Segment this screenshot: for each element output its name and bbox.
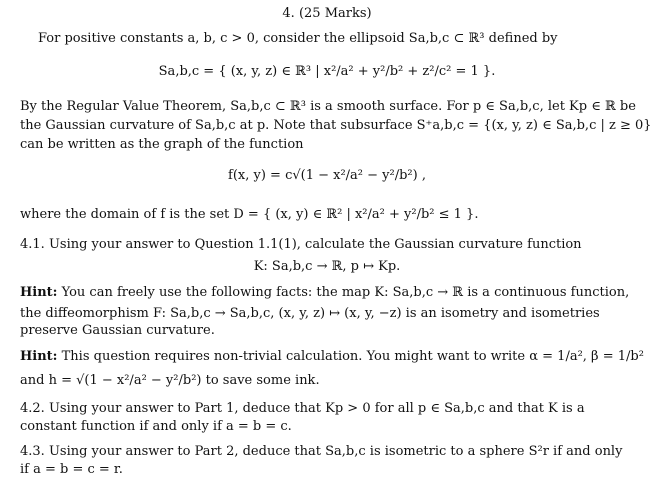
- hint-1-line-1: [20, 284, 629, 301]
- hint-2-label: Hint:: [20, 349, 58, 364]
- hint-1-line-3: preserve Gaussian curvature.: [20, 323, 215, 338]
- question-4-3-line-2: if a = b = c = r.: [20, 462, 123, 477]
- question-4-2-line-1: 4.2. Using your answer to Part 1, deduce that Kp > 0 for all p ∈ Sa,b,c and that K is a: [20, 401, 585, 416]
- hint-1-label: Hint:: [20, 285, 58, 300]
- hint-2-text: This question requires non-trivial calculation. You might want to write α = 1/a², β = 1/b²: [61, 349, 644, 364]
- problem-heading: 4. (25 Marks): [282, 6, 372, 21]
- question-4-2-line-2: constant function if and only if a = b = c.: [20, 419, 292, 434]
- intro-text: For positive constants a, b, c > 0, consider the ellipsoid Sa,b,c ⊂ ℝ³ defined by: [38, 31, 558, 46]
- question-4-1-line-1: 4.1. Using your answer to Question 1.1(1), calculate the Gaussian curvature function: [20, 237, 582, 252]
- hint-1-line-2: the diffeomorphism F: Sa,b,c → Sa,b,c, (x, y, z) ↦ (x, y, −z) is an isometry and isometries: [20, 306, 600, 321]
- paragraph-line-3: can be written as the graph of the function: [20, 137, 304, 152]
- domain-text: where the domain of f is the set D = { (x, y) ∈ ℝ² | x²/a² + y²/b² ≤ 1 }.: [20, 207, 479, 222]
- hint-2-line-1: [20, 348, 644, 365]
- hint-1-text: You can freely use the following facts: the map K: Sa,b,c → ℝ is a continuous function,: [61, 285, 630, 300]
- paragraph-line-1: By the Regular Value Theorem, Sa,b,c ⊂ ℝ³ is a smooth surface. For p ∈ Sa,b,c, let Kp ∈ ℝ be: [20, 99, 636, 114]
- graph-function: f(x, y) = c√(1 − x²/a² − y²/b²) ,: [228, 168, 426, 183]
- curvature-function: K: Sa,b,c → ℝ, p ↦ Kp.: [253, 259, 401, 274]
- paragraph-line-2: the Gaussian curvature of Sa,b,c at p. Note that subsurface S⁺a,b,c = {(x, y, z) ∈ Sa,b,c | z ≥ 0}: [20, 118, 652, 133]
- hint-2-line-2: and h = √(1 − x²/a² − y²/b²) to save some ink.: [20, 373, 320, 388]
- question-4-3-line-1: 4.3. Using your answer to Part 2, deduce that Sa,b,c is isometric to a sphere S²r if and only: [20, 444, 623, 459]
- ellipsoid-definition: Sa,b,c = { (x, y, z) ∈ ℝ³ | x²/a² + y²/b² + z²/c² = 1 }.: [158, 64, 496, 79]
